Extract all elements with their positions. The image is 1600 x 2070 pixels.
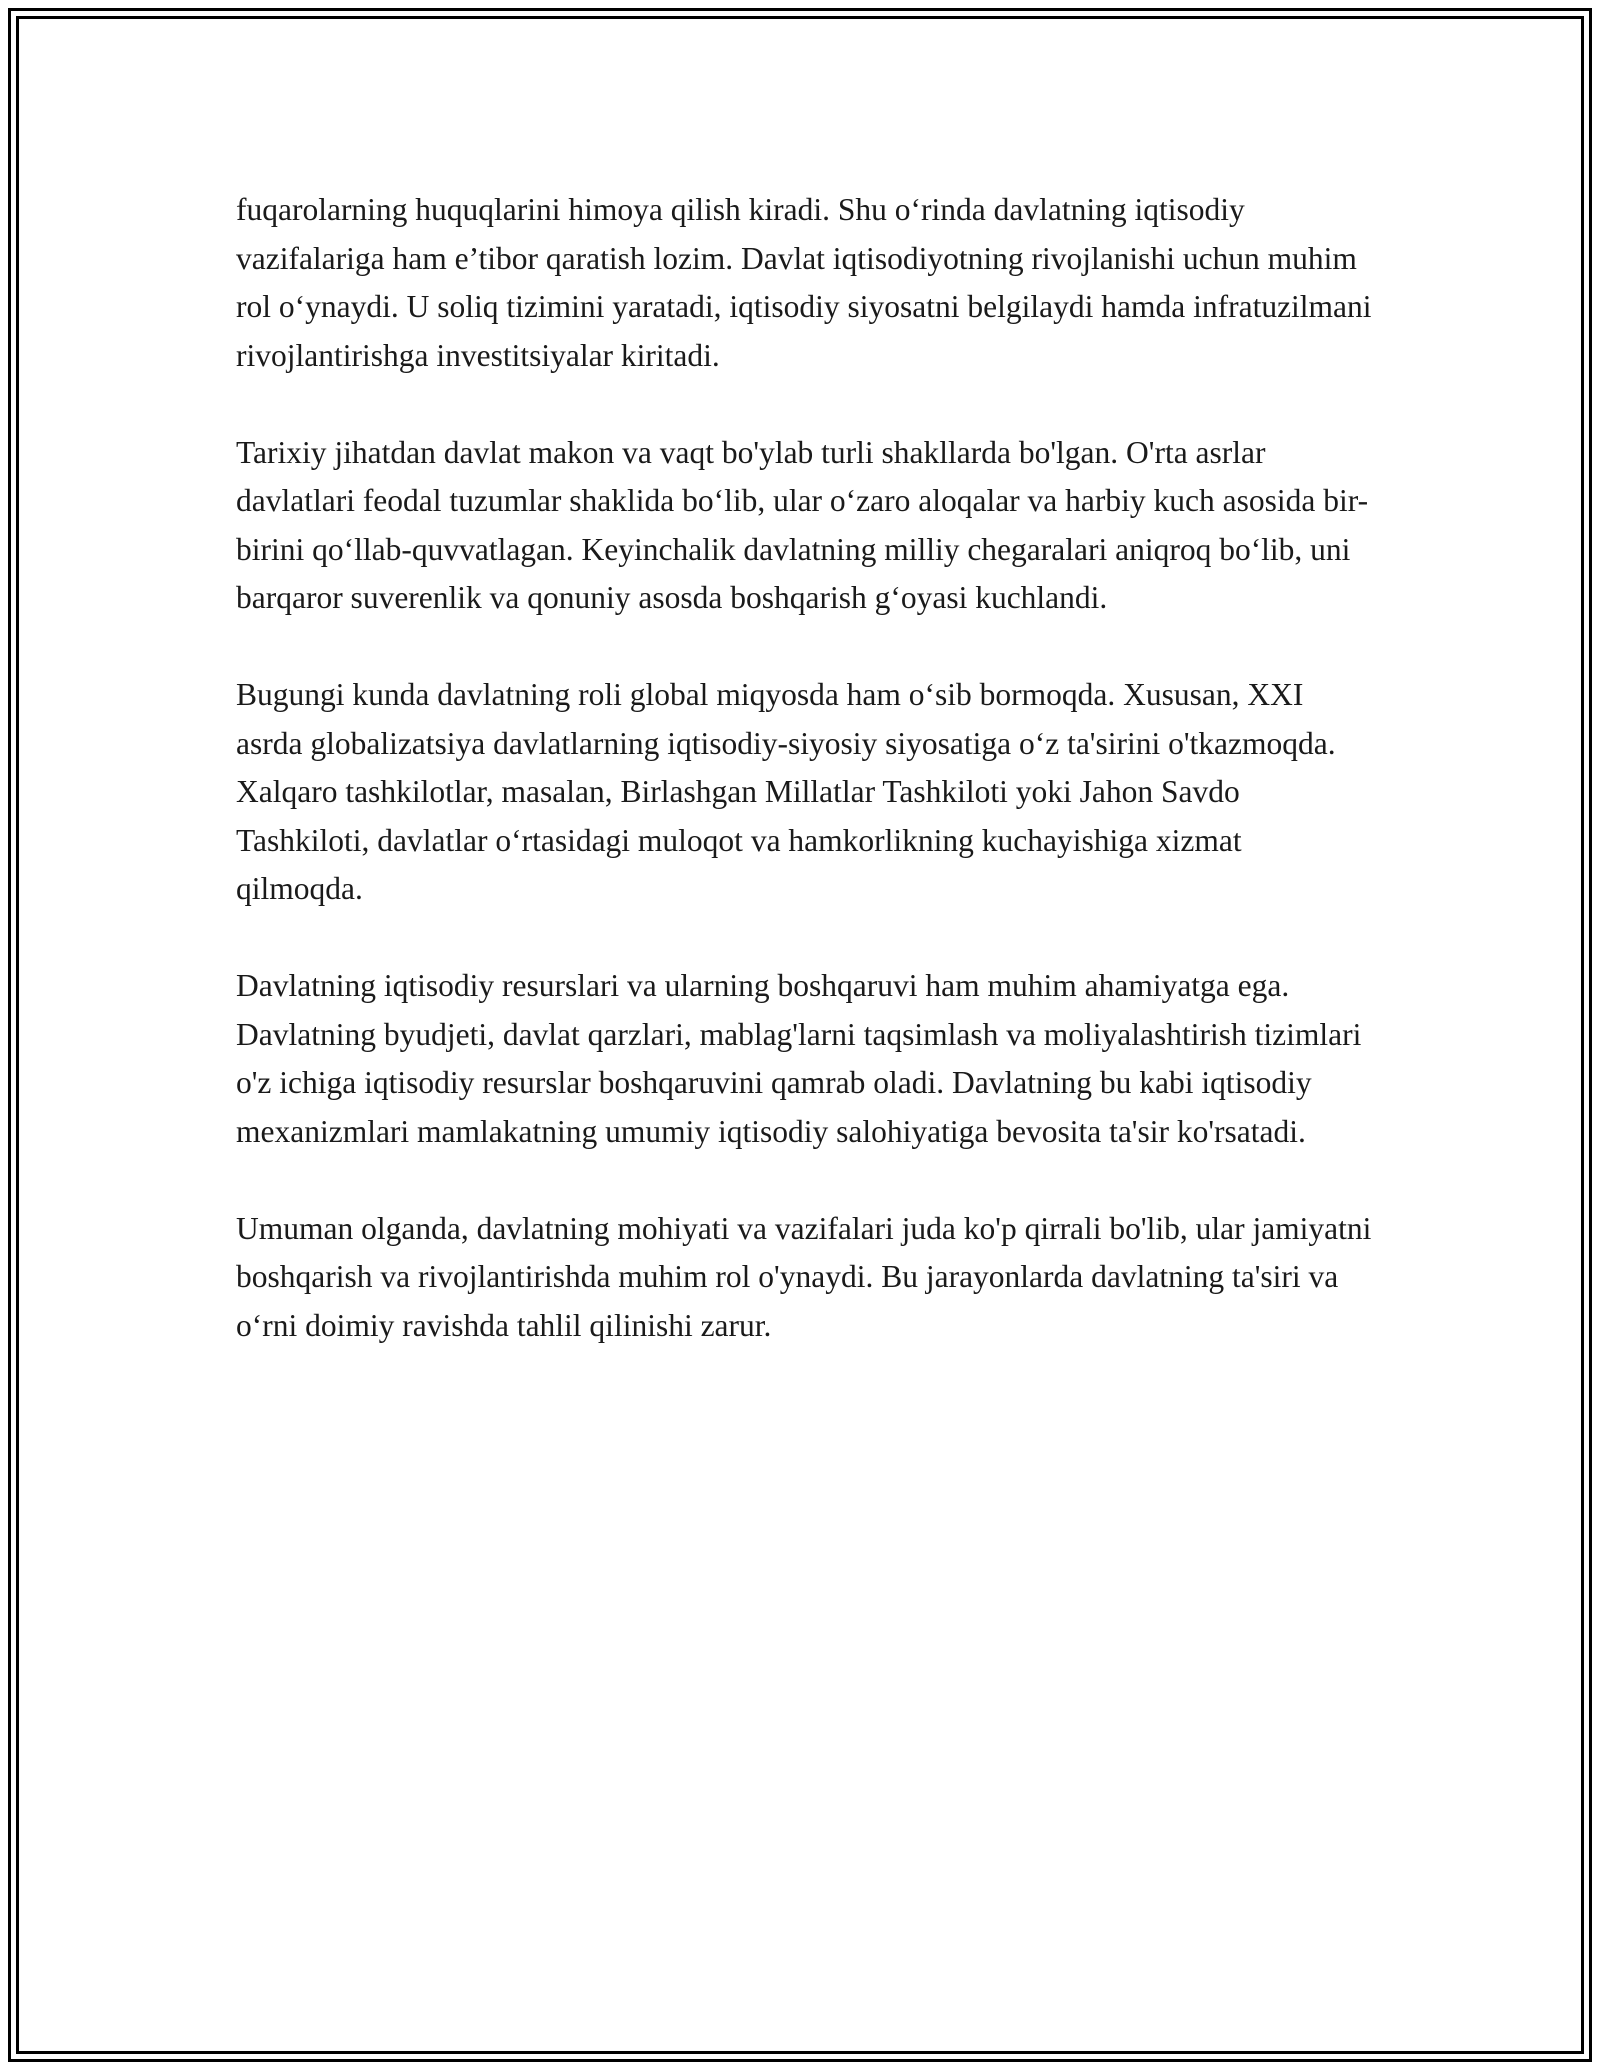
paragraph-economic-resources: Davlatning iqtisodiy resurslari va ularning boshqaruvi ham muhim ahamiyatga ega. Davlatning byudjeti, davlat qarzlari, mablag'larni taqsimlash va moliyalashtirish tizimlari o'z ichiga iqtisodiy resurslar boshqaruvini qamrab oladi. Davlatning bu kabi iqtisodiy mexanizmlari mamlakatning umumiy iqtisodiy salohiyatiga bevosita ta'sir ko'rsatadi.	[236, 968, 1362, 1149]
paragraph-global-role: Bugungi kunda davlatning roli global miqyosda ham o‘sib bormoqda. Xususan, XXI asrda globalizatsiya davlatlarning iqtisodiy-siyosiy siyosatiga o‘z ta'sirini o'tkazmoqda. Xalqaro tashkilotlar, masalan, Birlashgan Millatlar Tashkiloti yoki Jahon Savdo Tashkiloti, davlatlar o‘rtasidagi muloqot va hamkorlikning kuchayishiga xizmat qilmoqda.	[236, 677, 1336, 906]
document-body	[236, 186, 1376, 1350]
paragraph-historical-forms: Tarixiy jihatdan davlat makon va vaqt bo'ylab turli shakllarda bo'lgan. O'rta asrlar davlatlari feodal tuzumlar shaklida bo‘lib, ular o‘zaro aloqalar va harbiy kuch asosida bir-birini qo‘llab-quvvatlagan. Keyinchalik davlatning milliy chegaralari aniqroq bo‘lib, uni barqaror suverenlik va qonuniy asosda boshqarish g‘oyasi kuchlandi.	[236, 434, 1369, 615]
paragraph-conclusion: Umuman olganda, davlatning mohiyati va vazifalari juda ko'p qirrali bo'lib, ular jamiyatni boshqarish va rivojlantirishda muhim rol o'ynaydi. Bu jarayonlarda davlatning ta'siri va o‘rni doimiy ravishda tahlil qilinishi zarur.	[236, 1210, 1372, 1343]
paragraph-state-economic-functions: fuqarolarning huquqlarini himoya qilish kiradi. Shu o‘rinda davlatning iqtisodiy vazifalariga ham e’tibor qaratish lozim. Davlat iqtisodiyotning rivojlanishi uchun muhim rol o‘ynaydi. U soliq tizimini yaratadi, iqtisodiy siyosatni belgilaydi hamda infratuzilmani rivojlantirishga investitsiyalar kiritadi.	[236, 192, 1372, 373]
